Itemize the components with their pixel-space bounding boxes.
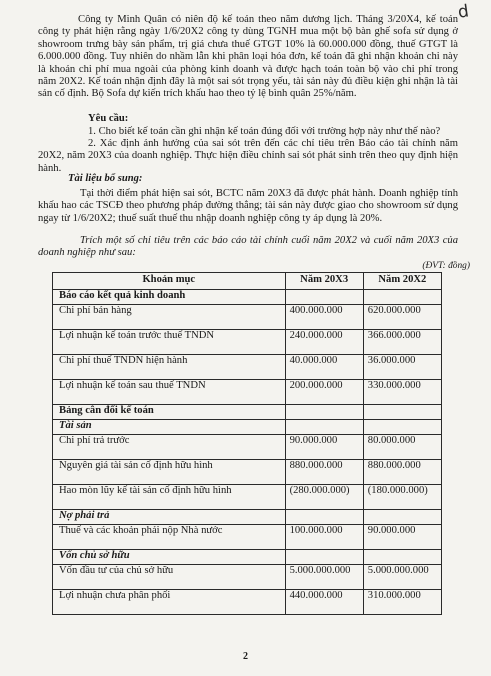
table-row	[53, 510, 442, 525]
table-row	[53, 380, 442, 405]
table-row	[53, 305, 442, 330]
value-20x2: 80.000.000	[363, 435, 441, 460]
empty-cell	[285, 420, 363, 435]
row-label: Chi phí trả trước	[53, 435, 286, 460]
value-20x2: 366.000.000	[363, 330, 441, 355]
value-20x2: 36.000.000	[363, 355, 441, 380]
table-intro: Trích một số chỉ tiêu trên các báo cáo tài chính cuối năm 20X2 và cuối năm 20X3 của doanh nghiệp như sau:	[38, 235, 458, 259]
subsection-heading: Tài sản	[53, 420, 286, 435]
value-20x3: 880.000.000	[285, 460, 363, 485]
table-row	[53, 590, 442, 615]
value-20x3: 400.000.000	[285, 305, 363, 330]
empty-cell	[285, 405, 363, 420]
table-row	[53, 550, 442, 565]
supplementary-heading: Tài liệu bổ sung:	[68, 173, 143, 184]
requirement-2: 2. Xác định ảnh hưởng của sai sót trên đến các chỉ tiêu trên Báo cáo tài chính năm 20X2, năm 20X3 của doanh nghiệp. Thực hiện điều chỉnh sai sót phát sinh trên theo quy định hiện hành.	[38, 138, 458, 174]
supplementary-paragraph: Tại thời điểm phát hiện sai sót, BCTC năm 20X3 đã được phát hành. Doanh nghiệp tính khấu hao các TSCĐ theo phương pháp đường thẳng; tài sản này được giao cho showroom sử dụng ngay từ 1/6/20X2; thuế suất thuế thu nhập doanh nghiệp công ty áp dụng là 20%.	[38, 188, 458, 224]
table-row	[53, 435, 442, 460]
value-20x2: 330.000.000	[363, 380, 441, 405]
value-20x3: 440.000.000	[285, 590, 363, 615]
table-row	[53, 290, 442, 305]
value-20x3: 200.000.000	[285, 380, 363, 405]
table-row	[53, 485, 442, 510]
value-20x3: (280.000.000)	[285, 485, 363, 510]
value-20x2: 880.000.000	[363, 460, 441, 485]
empty-cell	[285, 550, 363, 565]
requirements-heading: Yêu cầu:	[88, 113, 129, 124]
financial-table	[52, 272, 442, 615]
row-label: Chi phí bán hàng	[53, 305, 286, 330]
requirement-1: 1. Cho biết kế toán cần ghi nhận kế toán đúng đối với trường hợp này như thế nào?	[88, 126, 441, 137]
page-number: 2	[243, 651, 248, 662]
row-label: Chi phí thuế TNDN hiện hành	[53, 355, 286, 380]
empty-cell	[285, 510, 363, 525]
table-row	[53, 420, 442, 435]
table-row	[53, 525, 442, 550]
row-label: Lợi nhuận chưa phân phối	[53, 590, 286, 615]
header-item: Khoản mục	[53, 273, 286, 290]
value-20x2: 90.000.000	[363, 525, 441, 550]
table-row	[53, 405, 442, 420]
row-label: Lợi nhuận kế toán trước thuế TNDN	[53, 330, 286, 355]
empty-cell	[285, 290, 363, 305]
handwritten-mark: d	[456, 1, 471, 23]
value-20x2: (180.000.000)	[363, 485, 441, 510]
empty-cell	[363, 420, 441, 435]
problem-paragraph: Công ty Minh Quân có niên độ kế toán theo năm dương lịch. Tháng 3/20X4, kế toán công ty phát hiện rằng ngày 1/6/20X2 công ty dùng TGNH mua một bộ bàn ghế sofa sử dụng ở showroom trưng bày sản phẩm, trị giá chưa thuế GTGT 10% là 60.000.000 đồng, thuế GTGT là 6.000.000 đồng. Tuy nhiên do nhầm lẫn khi phân loại hóa đơn, kế toán đã ghi nhận khoản chi này là khoản chi phí mua ngoài của phòng kinh doanh và được hạch toán toàn bộ vào chi phí trong năm 20X2. Kế toán nhận định đây là một sai sót trọng yếu, tài sản này đủ điều kiện ghi nhận là tài sản cố định. Bộ Sofa dự kiến trích khấu hao theo tỷ lệ bình quân 25%/năm.	[38, 14, 458, 100]
subsection-heading: Vốn chủ sở hữu	[53, 550, 286, 565]
value-20x3: 5.000.000.000	[285, 565, 363, 590]
empty-cell	[363, 290, 441, 305]
table-row	[53, 330, 442, 355]
empty-cell	[363, 510, 441, 525]
section-heading: Báo cáo kết quả kinh doanh	[53, 290, 286, 305]
table-header-row	[53, 273, 442, 290]
row-label: Nguyên giá tài sản cố định hữu hình	[53, 460, 286, 485]
table-row	[53, 355, 442, 380]
row-label: Hao mòn lũy kế tài sản cố định hữu hình	[53, 485, 286, 510]
table-row	[53, 565, 442, 590]
header-year-20x2: Năm 20X2	[363, 273, 441, 290]
section-heading: Bảng cân đối kế toán	[53, 405, 286, 420]
empty-cell	[363, 550, 441, 565]
subsection-heading: Nợ phải trả	[53, 510, 286, 525]
row-label: Lợi nhuận kế toán sau thuế TNDN	[53, 380, 286, 405]
unit-note: (ĐVT: đồng)	[422, 261, 470, 271]
value-20x3: 40.000.000	[285, 355, 363, 380]
table-row	[53, 460, 442, 485]
value-20x2: 5.000.000.000	[363, 565, 441, 590]
row-label: Thuế và các khoản phải nộp Nhà nước	[53, 525, 286, 550]
value-20x3: 100.000.000	[285, 525, 363, 550]
row-label: Vốn đầu tư của chủ sở hữu	[53, 565, 286, 590]
value-20x3: 240.000.000	[285, 330, 363, 355]
header-year-20x3: Năm 20X3	[285, 273, 363, 290]
value-20x2: 310.000.000	[363, 590, 441, 615]
empty-cell	[363, 405, 441, 420]
value-20x2: 620.000.000	[363, 305, 441, 330]
value-20x3: 90.000.000	[285, 435, 363, 460]
